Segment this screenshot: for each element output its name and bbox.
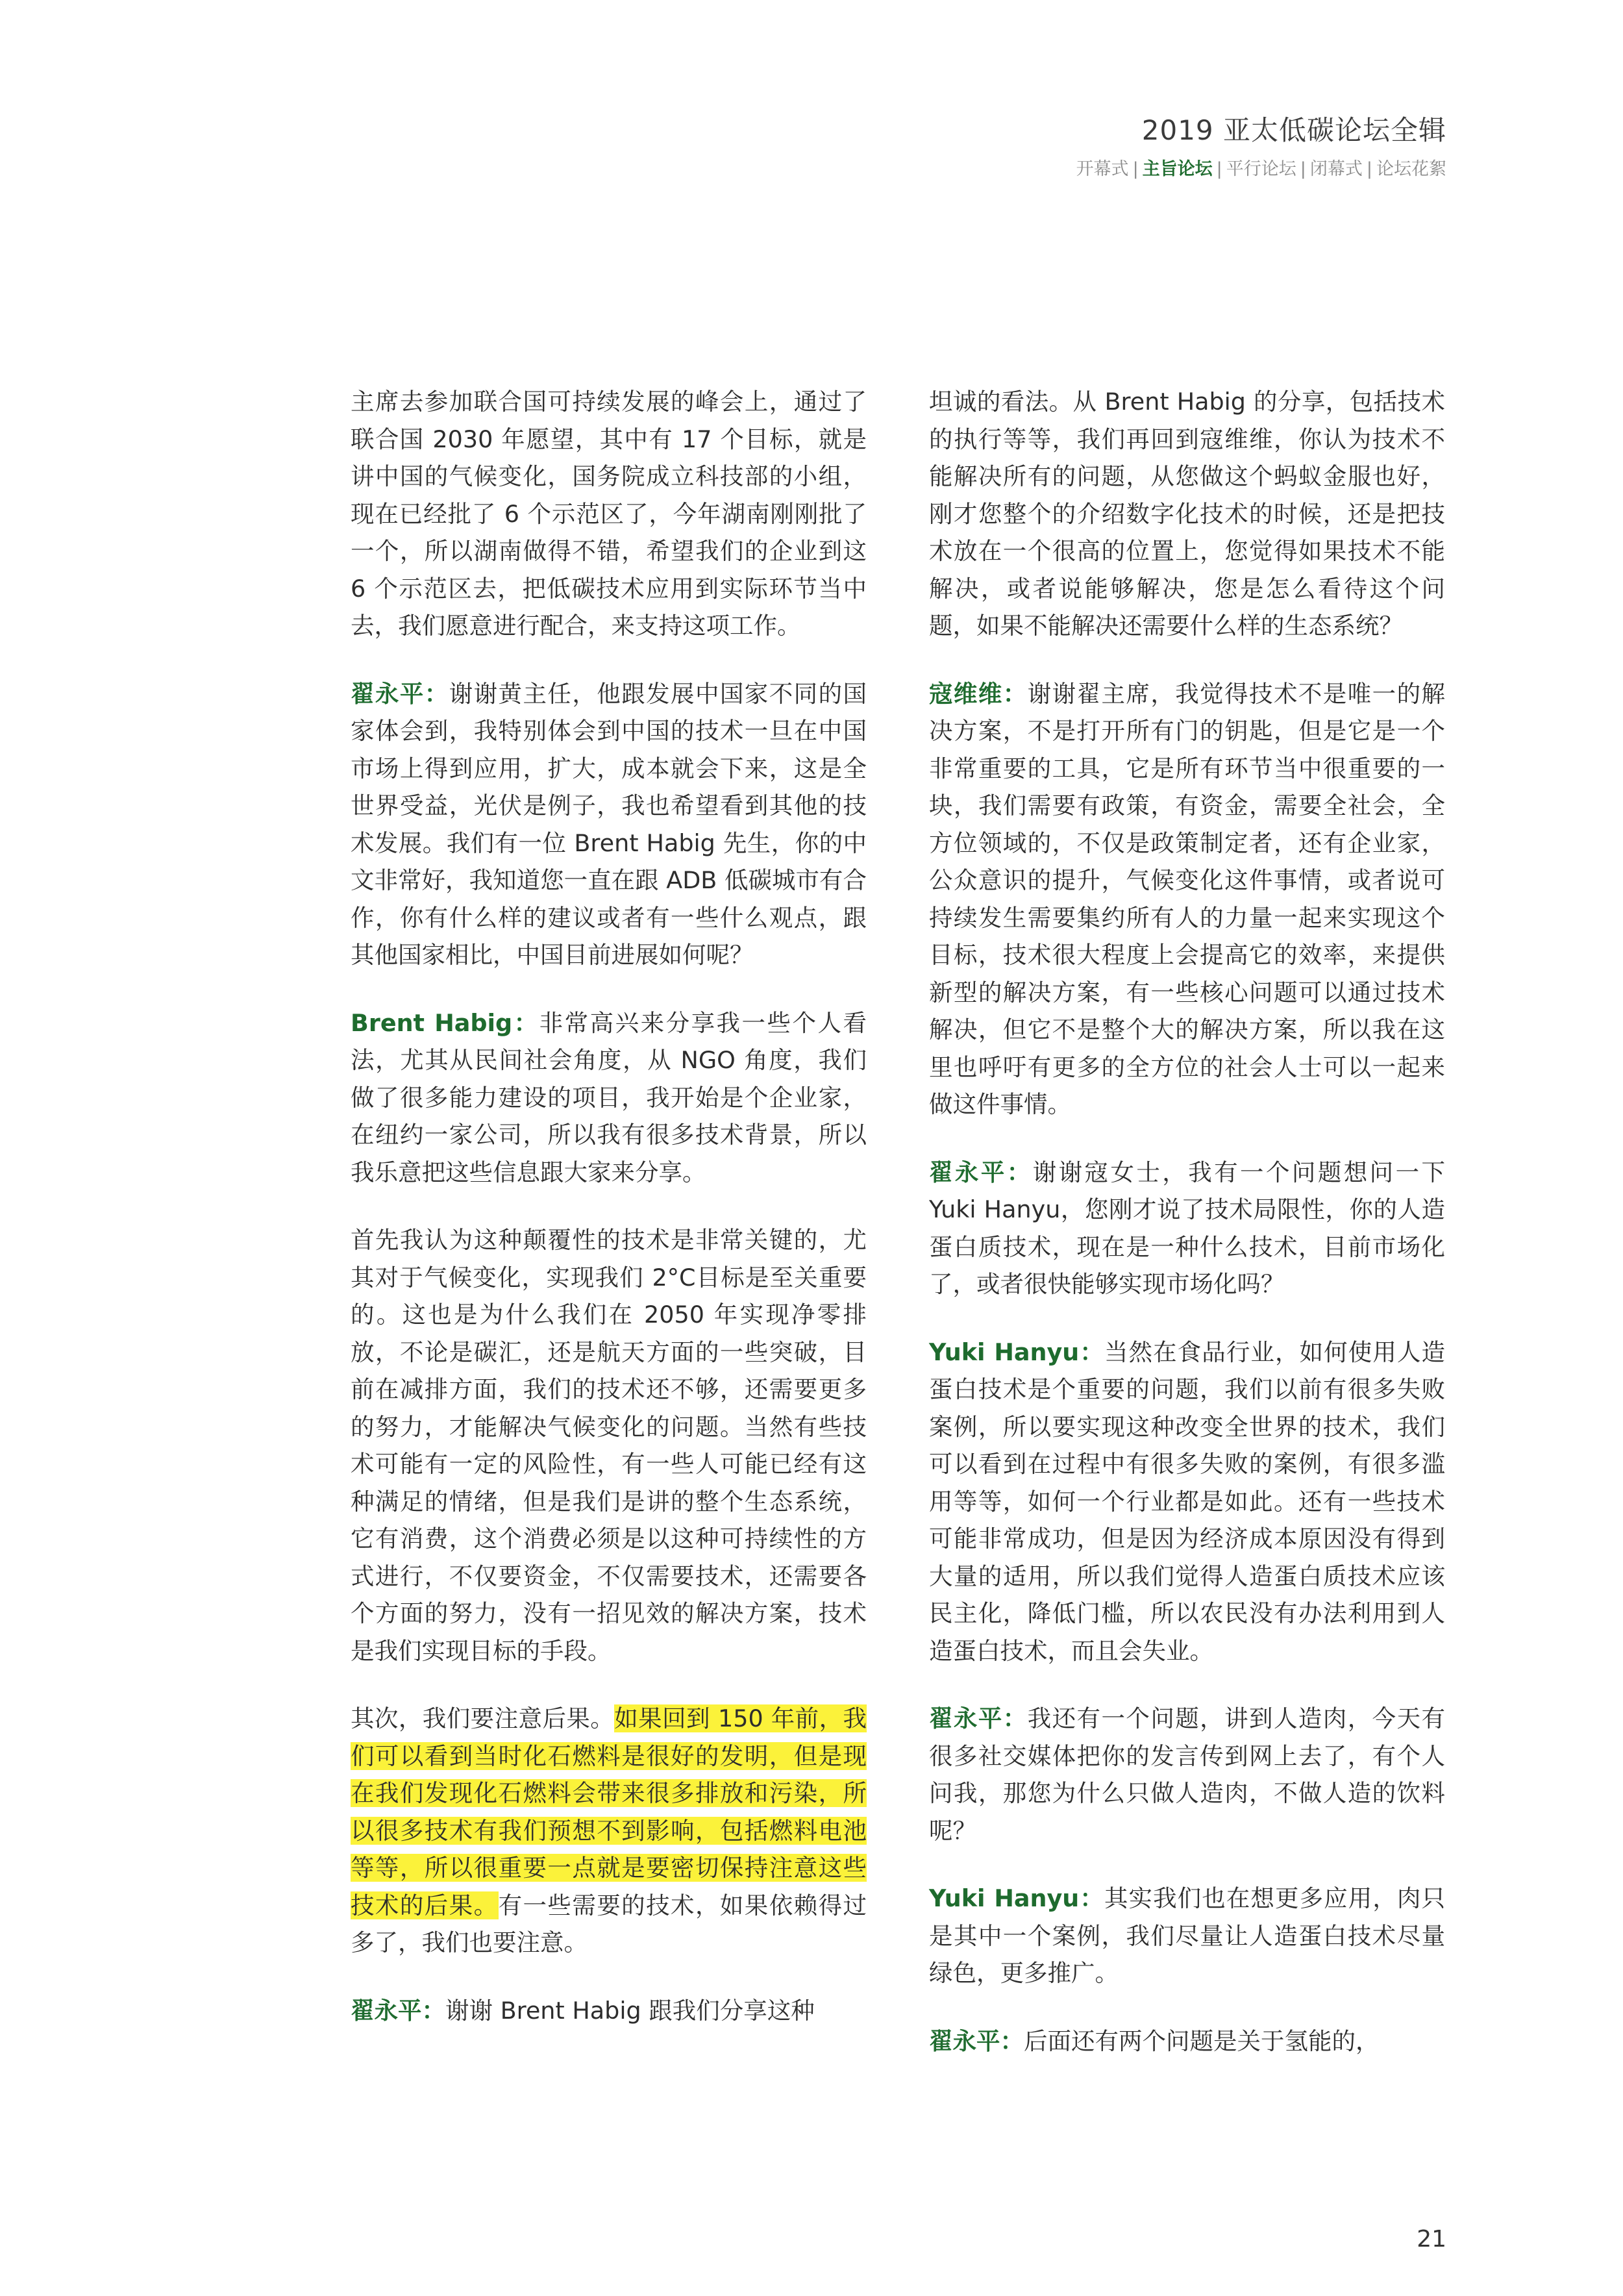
paragraph (929, 675, 1445, 1123)
paragraph-text: 其次，我们要注意后果。 (351, 1704, 615, 1732)
speaker-name: Yuki Hanyu： (929, 1884, 1104, 1912)
paragraph-text: 我还有一个问题，讲到人造肉，今天有很多社交媒体把你的发言传到网上去了，有个人问我，那您为什么只做人造肉，不做人造的饮料呢？ (929, 1704, 1446, 1845)
paragraph (929, 1880, 1445, 1992)
paragraph-text: 坦诚的看法。从 Brent Habig 的分享，包括技术的执行等等，我们再回到寇维维，你认为技术不能解决所有的问题，从您做这个蚂蚁金服也好，刚才您整个的介绍数字化技术的时候，还是把技术放在一个很高的位置上，您觉得如果技术不能解决，或者说能够解决，您是怎么看待这个问题，如果不能解决还需要什么样的生态系统？ (929, 388, 1445, 640)
paragraph (351, 1992, 867, 2030)
paragraph (929, 2023, 1445, 2060)
paragraph (929, 383, 1445, 645)
section-nav (1076, 155, 1446, 180)
nav-separator: | (1300, 159, 1306, 179)
right-column (929, 383, 1445, 2090)
paragraph-text: 其实我们也在想更多应用，肉只是其中一个案例，我们尽量让人造蛋白技术尽量绿色，更多推广。 (929, 1884, 1445, 1987)
paragraph (351, 1700, 867, 1962)
paragraph-text: 谢谢 Brent Habig 跟我们分享这种 (445, 1996, 815, 2025)
speaker-name: 翟永平： (351, 1996, 445, 2025)
speaker-name: Yuki Hanyu： (929, 1338, 1104, 1366)
paragraph-text: 有一些需要的技术，如果依赖得过多了，我们也要注意。 (351, 1891, 867, 1956)
nav-separator: | (1366, 159, 1372, 179)
nav-item-highlights[interactable]: 论坛花絮 (1376, 159, 1446, 179)
paragraph (351, 1221, 867, 1669)
paragraph-text: 谢谢寇女士，我有一个问题想问一下 Yuki Hanyu，您刚才说了技术局限性，你的人造蛋白质技术，现在是一种什么技术，目前市场化了，或者很快能够实现市场化吗？ (929, 1158, 1446, 1298)
speaker-name: 翟永平： (929, 2027, 1024, 2055)
nav-item-parallel-forum[interactable]: 平行论坛 (1226, 159, 1296, 179)
paragraph-text: 当然在食品行业，如何使用人造蛋白技术是个重要的问题，我们以前有很多失败案例，所以要实现这种改变全世界的技术，我们可以看到在过程中有很多失败的案例，有很多滥用等等，如何一个行业都是如此。还有一些技术可能非常成功，但是因为经济成本原因没有得到大量的适用，所以我们觉得人造蛋白质技术应该民主化，降低门槛，所以农民没有办法利用到人造蛋白技术，而且会失业。 (929, 1338, 1445, 1665)
paragraph (351, 1004, 867, 1192)
paragraph (351, 675, 867, 974)
nav-item-closing[interactable]: 闭幕式 (1309, 159, 1363, 179)
paragraph-text: 后面还有两个问题是关于氢能的， (1024, 2027, 1380, 2055)
paragraph (929, 1154, 1445, 1303)
nav-separator: | (1132, 159, 1139, 179)
publication-title: 2019 亚太低碳论坛全辑 (1141, 114, 1446, 146)
nav-item-opening[interactable]: 开幕式 (1076, 159, 1129, 179)
page-number: 21 (1417, 2226, 1446, 2252)
nav-separator: | (1216, 159, 1222, 179)
paragraph (351, 383, 867, 645)
paragraph-text: 谢谢翟主席，我觉得技术不是唯一的解决方案，不是打开所有门的钥匙，但是它是一个非常重要的工具，它是所有环节当中很重要的一块，我们需要有政策，有资金，需要全社会，全方位领域的，不仅是政策制定者，还有企业家，公众意识的提升，气候变化这件事情，或者说可持续发生需要集约所有人的力量一起来实现这个目标，技术很大程度上会提高它的效率，来提供新型的解决方案，有一些核心问题可以通过技术解决，但它不是整个大的解决方案，所以我在这里也呼吁有更多的全方位的社会人士可以一起来做这件事情。 (929, 679, 1446, 1118)
left-column (351, 383, 867, 2060)
speaker-name: Brent Habig： (351, 1008, 539, 1037)
paragraph-text: 主席去参加联合国可持续发展的峰会上，通过了联合国 2030 年愿望，其中有 17 个目标，就是讲中国的气候变化，国务院成立科技部的小组，现在已经批了 6 个示范区了，今年湖南刚刚批了一个，所以湖南做得不错，希望我们的企业到这 6 个示范区去，把低碳技术应用到实际环节当中去，我们愿意进行配合，来支持这项工作。 (351, 388, 867, 640)
nav-item-keynote-forum[interactable]: 主旨论坛 (1142, 159, 1213, 179)
paragraph-text: 非常高兴来分享我一些个人看法，尤其从民间社会角度，从 NGO 角度，我们做了很多能力建设的项目，我开始是个企业家，在纽约一家公司，所以我有很多技术背景，所以我乐意把这些信息跟大家来分享。 (351, 1008, 867, 1186)
paragraph-text: 首先我认为这种颠覆性的技术是非常关键的，尤其对于气候变化，实现我们 2°C目标是至关重要的。这也是为什么我们在 2050 年实现净零排放，不论是碳汇，还是航天方面的一些突破，目前在减排方面，我们的技术还不够，还需要更多的努力，才能解决气候变化的问题。当然有些技术可能有一定的风险性，有一些人可能已经有这种满足的情绪，但是我们是讲的整个生态系统，它有消费，这个消费必须是以这种可持续性的方式进行，不仅要资金，不仅需要技术，还需要各个方面的努力，没有一招见效的解决方案，技术是我们实现目标的手段。 (351, 1226, 867, 1665)
highlighted-text: 如果回到 150 年前，我们可以看到当时化石燃料是很好的发明，但是现在我们发现化石燃料会带来很多排放和污染，所以很多技术有我们预想不到影响，包括燃料电池等等，所以很重要一点就是要密切保持注意这些技术的后果。 (351, 1704, 867, 1919)
speaker-name: 翟永平： (351, 679, 449, 708)
speaker-name: 翟永平： (929, 1704, 1028, 1732)
paragraph-text: 谢谢黄主任，他跟发展中国家不同的国家体会到，我特别体会到中国的技术一旦在中国市场上得到应用，扩大，成本就会下来，这是全世界受益，光伏是例子，我也希望看到其他的技术发展。我们有一位 Brent Habig 先生，你的中文非常好，我知道您一直在跟 ADB 低碳城市有合作，你有什么样的建议或者有一些什么观点，跟其他国家相比，中国目前进展如何呢？ (351, 679, 867, 969)
paragraph (929, 1700, 1445, 1849)
speaker-name: 寇维维： (929, 679, 1028, 708)
paragraph (929, 1334, 1445, 1670)
speaker-name: 翟永平： (929, 1158, 1033, 1186)
